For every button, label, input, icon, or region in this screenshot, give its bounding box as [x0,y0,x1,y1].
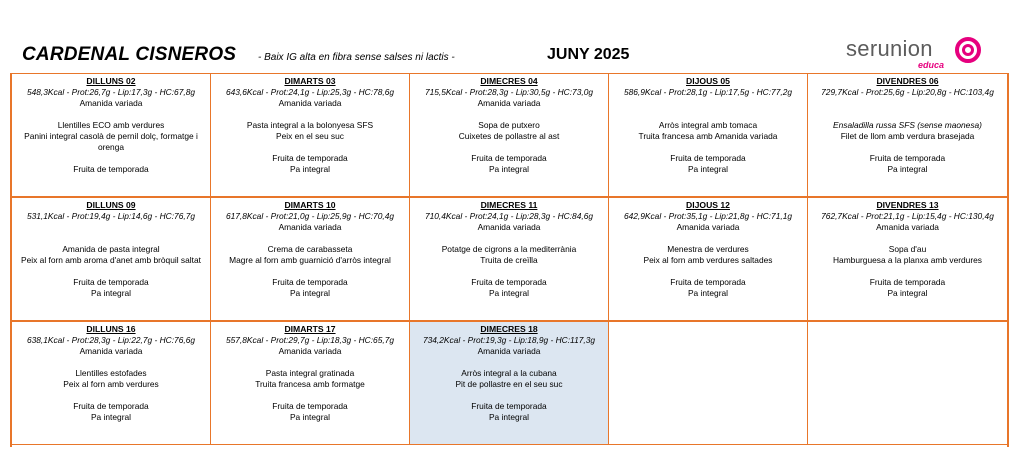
week-row [12,73,1007,197]
day-heading: DIMECRES 04 [480,76,538,86]
day-cell [12,321,211,445]
bread-item: Pa integral [687,288,729,298]
starter-dish: Amanida variada [477,346,541,356]
bread-item: Pa integral [289,288,331,298]
day-cell [808,73,1007,197]
spacer [211,233,409,244]
spacer [808,109,1007,120]
second-dish: Hamburguesa a la planxa amb verdures [833,255,982,265]
nutrition-info: 617,8Kcal - Prot:21,0g - Lip:25,9g - HC:70,4g [225,211,395,221]
bread-item: Pa integral [887,288,928,298]
spacer [12,153,210,164]
spacer [410,109,608,120]
dessert-item: Fruita de temporada [869,153,946,163]
second-dish: Cuixetes de pollastre al ast [458,131,560,141]
spacer [808,233,1007,244]
second-dish: Truita francesa amb Amanida variada [638,131,778,141]
day-heading: DIMARTS 10 [284,200,336,210]
first-dish: Sopa de putxero [478,120,540,130]
spacer [12,109,210,120]
bread-item: Pa integral [488,164,530,174]
spacer [12,233,210,244]
day-heading: DIMARTS 03 [284,76,336,86]
spacer [211,266,409,277]
first-dish: Pasta integral gratinada [265,368,355,378]
second-dish: Filet de llom amb verdura brasejada [840,131,975,141]
nutrition-info: 586,9Kcal - Prot:28,1g - Lip:17,5g - HC:77,2g [623,87,793,97]
second-dish: Peix en el seu suc [276,131,344,141]
starter-dish: Amanida variada [79,98,143,108]
bread-item: Pa integral [488,288,530,298]
dessert-item: Fruita de temporada [471,277,547,287]
starter-dish: Amanida variada [676,222,740,232]
day-heading: DIVENDRES 06 [876,76,939,86]
spacer [609,233,807,244]
bread-item: Pa integral [90,288,132,298]
logo-brand-text: serunion [846,36,933,61]
starter-dish: Amanida variada [477,98,541,108]
bread-item: Pa integral [90,412,132,422]
starter-dish: Amanida variada [278,98,342,108]
day-heading: DIMECRES 18 [480,324,538,334]
spacer [609,142,807,153]
day-cell [12,197,211,321]
nutrition-info: 557,8Kcal - Prot:29,7g - Lip:18,3g - HC:65,7g [225,335,395,345]
spacer [410,233,608,244]
spacer [410,390,608,401]
day-cell [211,197,410,321]
day-heading: DILLUNS 02 [86,76,136,86]
first-dish: Amanida de pasta integral [62,244,160,254]
spacer [609,266,807,277]
empty-day-cell [609,321,808,445]
day-heading: DILLUNS 16 [86,324,136,334]
first-dish: Sopa d'au [888,244,927,254]
nutrition-info: 715,5Kcal - Prot:28,3g - Lip:30,5g - HC:73,0g [424,87,594,97]
day-heading: DIJOUS 05 [686,76,730,86]
second-dish: Peix al forn amb verdures [63,379,159,389]
dessert-item: Fruita de temporada [73,164,149,174]
nutrition-info: 762,7Kcal - Prot:21,1g - Lip:15,4g - HC:130,4g [821,211,994,221]
menu-subtitle: - Baix IG alta en fibra sense salses ni lactis - [258,52,455,63]
first-dish: Arròs integral amb tomaca [658,120,758,130]
dessert-item: Fruita de temporada [73,277,149,287]
dessert-item: Fruita de temporada [272,153,348,163]
spacer [12,357,210,368]
day-cell [808,197,1007,321]
school-name: CARDENAL CISNEROS [22,44,237,65]
dessert-item: Fruita de temporada [670,153,746,163]
day-heading: DILLUNS 09 [86,200,136,210]
spacer [12,266,210,277]
dessert-item: Fruita de temporada [73,401,149,411]
spacer [410,357,608,368]
second-dish: Peix al forn amb aroma d'anet amb bròquil saltat [21,255,201,265]
bread-item: Pa integral [887,164,928,174]
day-cell [609,73,808,197]
nutrition-info: 638,1Kcal - Prot:28,3g - Lip:22,7g - HC:76,6g [26,335,196,345]
day-cell [410,321,609,445]
month-title: JUNY 2025 [547,46,630,63]
spacer [12,390,210,401]
starter-dish: Amanida variada [876,222,939,232]
dessert-item: Fruita de temporada [272,401,348,411]
dessert-item: Fruita de temporada [869,277,946,287]
menu-calendar-grid [10,73,1009,447]
bread-item: Pa integral [488,412,530,422]
nutrition-info: 642,9Kcal - Prot:35,1g - Lip:21,8g - HC:71,1g [623,211,793,221]
week-row [12,197,1007,321]
first-dish: Llentilles estofades [75,368,147,378]
nutrition-info: 734,2Kcal - Prot:19,3g - Lip:18,9g - HC:117,3g [422,335,596,345]
dessert-item: Fruita de temporada [272,277,348,287]
logo-swirl-icon [954,36,982,64]
spacer [211,390,409,401]
second-dish: Peix al forn amb verdures saltades [643,255,773,265]
spacer [609,109,807,120]
bread-item: Pa integral [289,164,331,174]
bread-item: Pa integral [289,412,331,422]
day-heading: DIJOUS 12 [686,200,730,210]
nutrition-info: 548,3Kcal - Prot:26,7g - Lip:17,3g - HC:67,8g [26,87,196,97]
nutrition-info: 710,4Kcal - Prot:24,1g - Lip:28,3g - HC:84,6g [424,211,594,221]
second-dish: Panini integral casolà de pernil dolç, formatge i orenga [24,131,198,152]
logo-sub-text: educa [918,60,945,70]
day-cell [410,73,609,197]
first-dish: Potatge de cigrons a la mediterrània [441,244,577,254]
spacer [410,266,608,277]
dessert-item: Fruita de temporada [471,401,547,411]
first-dish: Crema de carabasseta [267,244,353,254]
spacer [211,357,409,368]
second-dish: Magre al forn amb guarnició d'arròs integral [229,255,391,265]
day-cell [211,73,410,197]
day-heading: DIMARTS 17 [284,324,336,334]
spacer [808,266,1007,277]
second-dish: Truita francesa amb formatge [255,379,365,389]
first-dish: Pasta integral a la bolonyesa SFS [246,120,374,130]
day-cell [211,321,410,445]
second-dish: Pit de pollastre en el seu suc [455,379,563,389]
starter-dish: Amanida variada [477,222,541,232]
spacer [808,142,1007,153]
starter-dish: Amanida variada [278,346,342,356]
serunion-logo [846,36,982,70]
first-dish: Ensaladilla russa SFS (sense maonesa) [833,120,982,130]
dessert-item: Fruita de temporada [670,277,746,287]
spacer [211,109,409,120]
dessert-item: Fruita de temporada [471,153,547,163]
first-dish: Menestra de verdures [667,244,749,254]
day-cell [12,73,211,197]
starter-dish: Amanida variada [79,346,143,356]
first-dish: Llentilles ECO amb verdures [57,120,165,130]
nutrition-info: 729,7Kcal - Prot:25,6g - Lip:20,8g - HC:103,4g [821,87,994,97]
week-row [12,321,1007,445]
day-heading: DIVENDRES 13 [876,200,939,210]
nutrition-info: 531,1Kcal - Prot:19,4g - Lip:14,6g - HC:76,7g [26,211,196,221]
nutrition-info: 643,6Kcal - Prot:24,1g - Lip:25,3g - HC:78,6g [225,87,395,97]
spacer [211,142,409,153]
empty-day-cell [808,321,1007,445]
first-dish: Arròs integral a la cubana [461,368,557,378]
spacer [410,142,608,153]
day-heading: DIMECRES 11 [480,200,538,210]
day-cell [410,197,609,321]
bread-item: Pa integral [687,164,729,174]
second-dish: Truita de creïlla [480,255,538,265]
header [0,0,1024,72]
day-cell [609,197,808,321]
starter-dish: Amanida variada [278,222,342,232]
